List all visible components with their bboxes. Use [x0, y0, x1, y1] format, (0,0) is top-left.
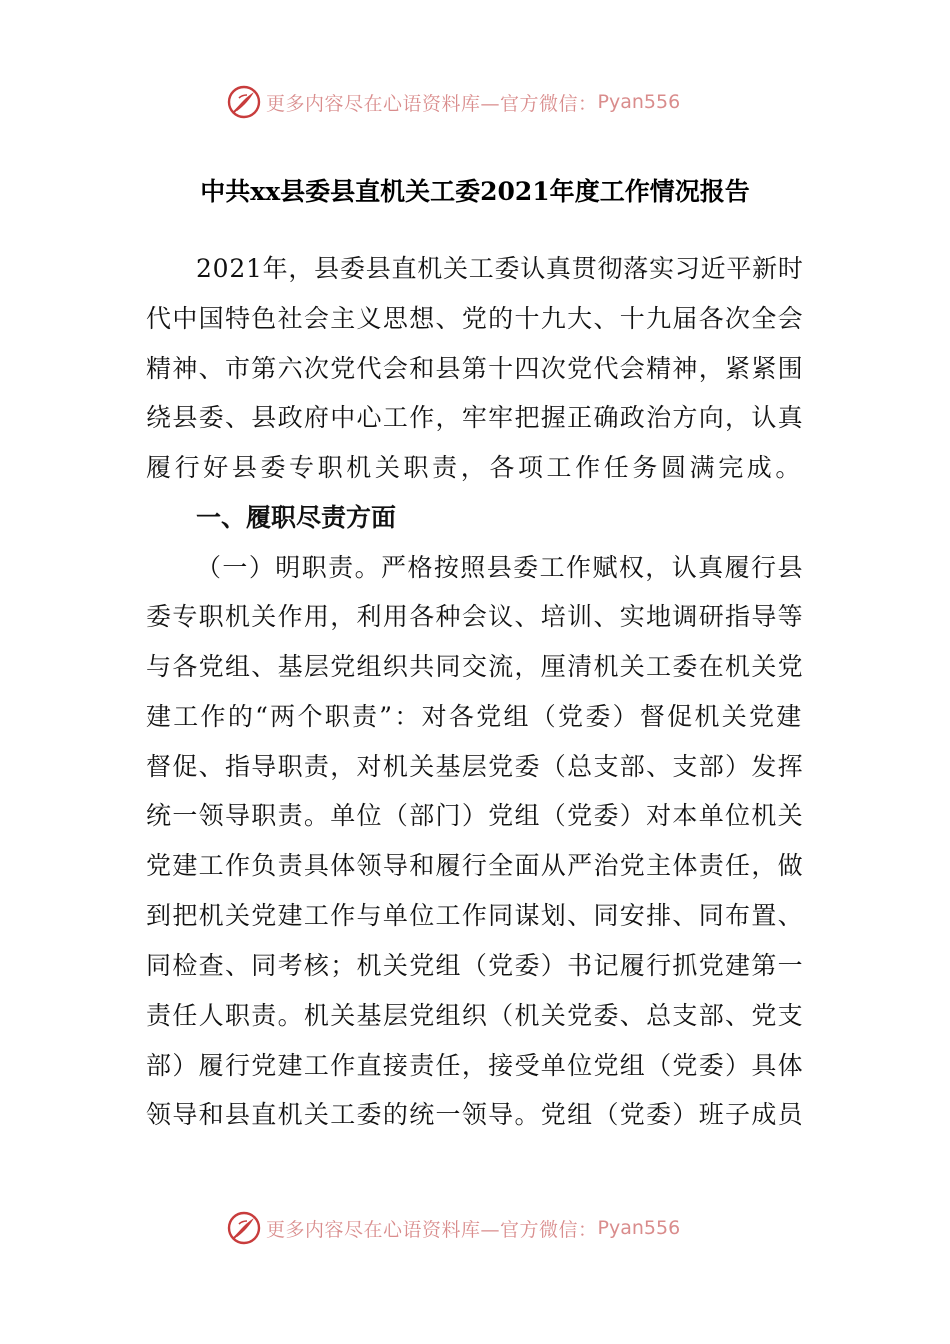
body-line-7: 党建工作负责具体领导和履行全面从严治党主体责任，做	[146, 851, 805, 880]
intro-line-3: 精神、市第六次党代会和县第十四次党代会精神，紧紧围	[146, 354, 805, 383]
body-line-4: 建工作的“两个职责”：对各党组（党委）督促机关党建	[146, 702, 804, 731]
intro-line-1: 2021年，县委县直机关工委认真贯彻落实习近平新时	[196, 254, 804, 283]
body-line-5: 督促、指导职责，对机关基层党委（总支部、支部）发挥	[146, 752, 805, 781]
body-line-9: 同检查、同考核；机关党组（党委）书记履行抓党建第一	[146, 951, 805, 980]
body-line-6: 统一领导职责。单位（部门）党组（党委）对本单位机关	[146, 801, 805, 830]
body-line-8: 到把机关党建工作与单位工作同谋划、同安排、同布置、	[146, 901, 805, 930]
section-heading: 一、履职尽责方面	[196, 503, 397, 532]
quill-logo-icon	[226, 1210, 262, 1246]
intro-line-4: 绕县委、县政府中心工作，牢牢把握正确政治方向，认真	[146, 403, 805, 432]
body-line-2: 委专职机关作用，利用各种会议、培训、实地调研指导等	[146, 602, 805, 631]
document-title: 中共xx县委县直机关工委2021年度工作情况报告	[200, 177, 750, 206]
watermark-account: Pyan556	[597, 1217, 681, 1239]
body-line-1: （一）明职责。严格按照县委工作赋权，认真履行县	[196, 553, 804, 582]
watermark-banner-top	[226, 82, 746, 122]
watermark-account: Pyan556	[597, 91, 681, 113]
body-line-3: 与各党组、基层党组织共同交流，厘清机关工委在机关党	[146, 652, 805, 681]
watermark-text: 更多内容尽在心语资料库—官方微信：	[266, 1218, 598, 1241]
watermark-banner-bottom	[226, 1208, 746, 1248]
body-line-10: 责任人职责。机关基层党组织（机关党委、总支部、党支	[146, 1001, 805, 1030]
quill-logo-icon	[226, 84, 262, 120]
body-line-11: 部）履行党建工作直接责任，接受单位党组（党委）具体	[146, 1051, 805, 1080]
intro-line-5: 履行好县委专职机关职责，各项工作任务圆满完成。	[146, 453, 805, 482]
intro-line-2: 代中国特色社会主义思想、党的十九大、十九届各次全会	[146, 304, 805, 333]
body-line-12: 领导和县直机关工委的统一领导。党组（党委）班子成员	[146, 1100, 805, 1129]
watermark-text: 更多内容尽在心语资料库—官方微信：	[266, 92, 598, 115]
